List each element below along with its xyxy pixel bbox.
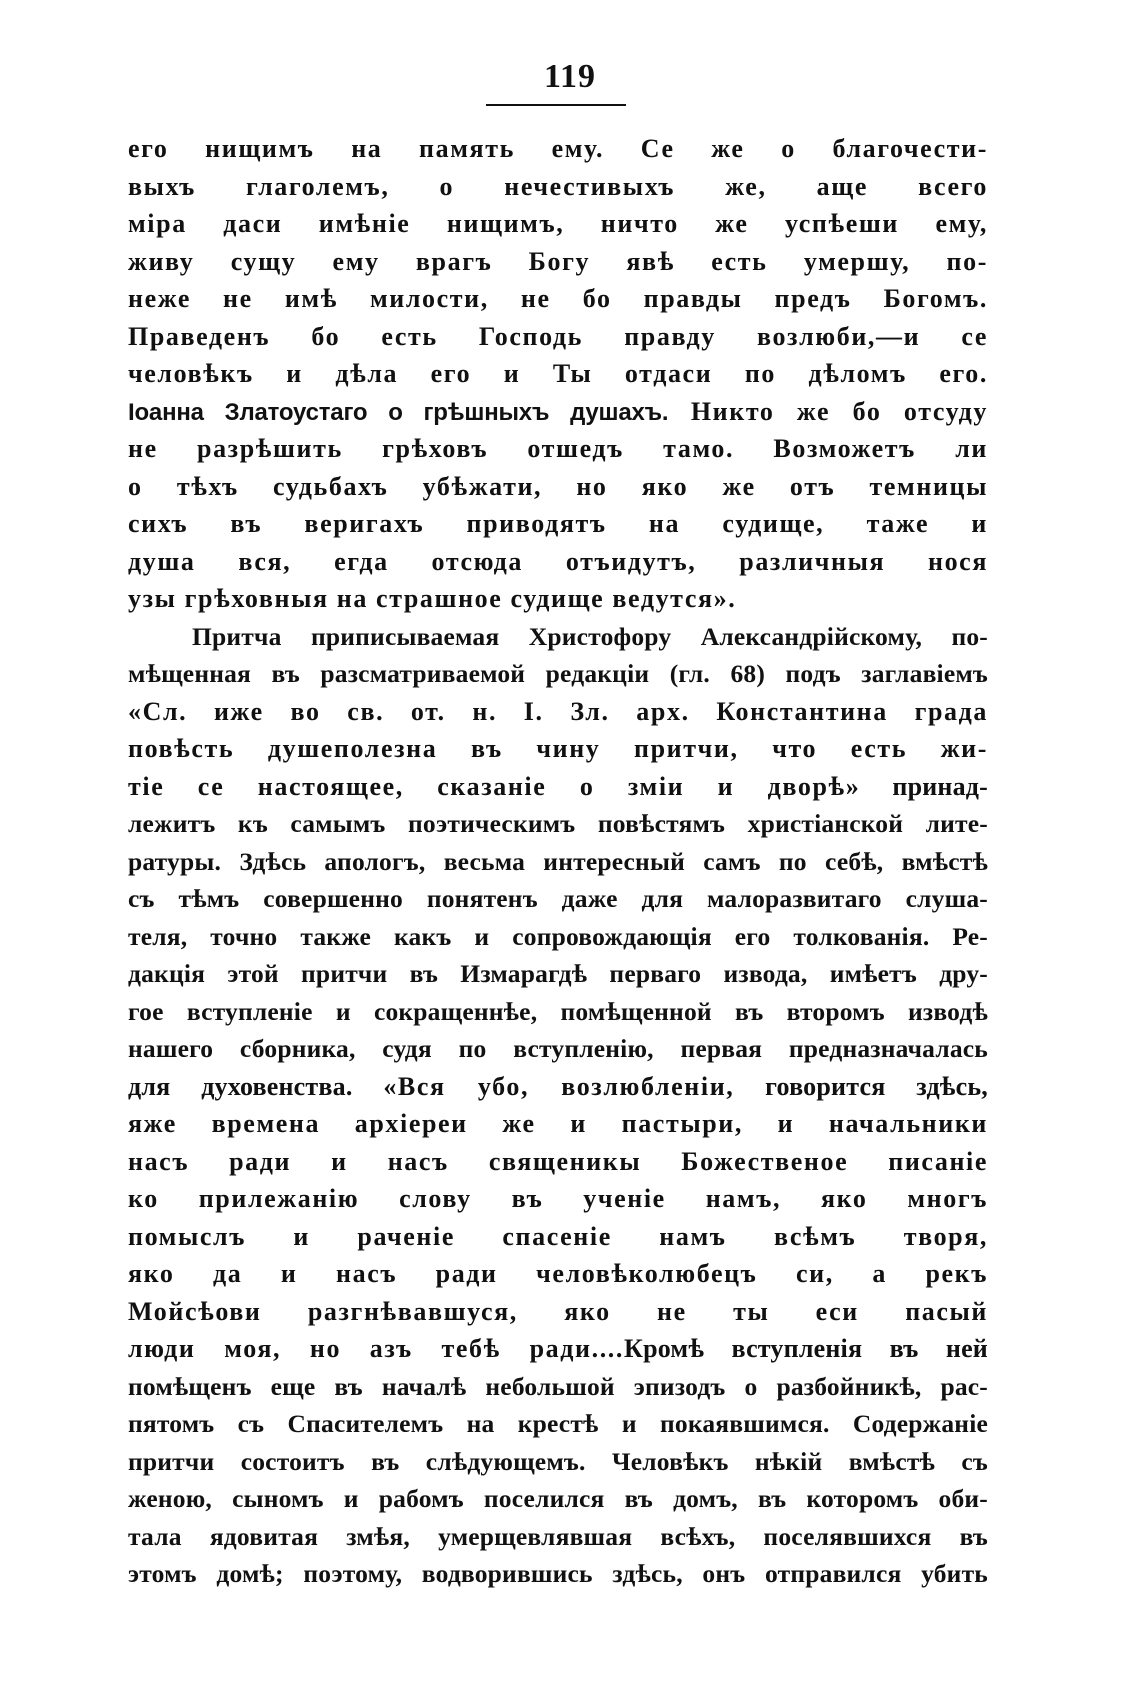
text-run: для духовенства. — [128, 1071, 384, 1101]
text-line — [128, 1330, 988, 1368]
text-run: «Вся убо, возлюбленіи, — [383, 1071, 735, 1101]
text-line: повѣсть душеполезна въ чину притчи, что есть жи- — [128, 734, 988, 763]
text-line — [128, 1068, 988, 1106]
text-run: Кромѣ вступленія въ ней — [624, 1334, 988, 1363]
text-run: люди моя, но азъ тебѣ ради.... — [128, 1334, 625, 1363]
text-line: его нищимъ на память ему. Се же о благочести- — [128, 134, 988, 163]
text-line: Мойсѣови разгнѣвавшуся, яко не ты еси пасый — [128, 1296, 988, 1326]
page-number-rule — [486, 104, 626, 106]
text-line: насъ ради и насъ священикы Божественое писаніе — [128, 1146, 988, 1176]
text-line: неже не имѣ милости, не бо правды предъ Богомъ. — [128, 284, 988, 313]
text-line: не разрѣшить грѣховъ отшедъ тамо. Возможетъ ли — [128, 434, 988, 463]
text-line: этомъ домѣ; поэтому, водворившись здѣсь, онъ отправился убить — [128, 1559, 988, 1588]
text-line: живу сущу ему врагъ Богу явѣ есть умершу, по- — [128, 246, 988, 276]
text-run: Іоанна Златоустаго о грѣшныхъ душахъ. — [128, 398, 669, 426]
text-line: лежитъ къ самымъ поэтическимъ повѣстямъ христіанской лите- — [128, 809, 988, 838]
text-run: Никто же бо отсуду — [668, 396, 988, 426]
text-line: выхъ глаголемъ, о нечестивыхъ же, аще всего — [128, 171, 988, 201]
text-line: мѣщенная въ разсматриваемой редакціи (гл. 68) подъ заглавіемъ — [128, 659, 988, 688]
text-line: ратуры. Здѣсь апологъ, весьма интересный самъ по себѣ, вмѣстѣ — [128, 846, 988, 876]
text-line: ко прилежанію слову въ ученіе намъ, яко многъ — [128, 1184, 988, 1213]
text-run: тіе се настоящее, сказаніе о зміи и дворѣ» — [128, 771, 861, 801]
text-line: притчи состоитъ въ слѣдующемъ. Человѣкъ нѣкій вмѣстѣ съ — [128, 1446, 988, 1476]
text-run: говорится здѣсь, — [734, 1071, 988, 1101]
text-line: яко да и насъ ради человѣколюбецъ си, а рекъ — [128, 1259, 988, 1288]
text-line: Праведенъ бо есть Господь правду возлюби,—и се — [128, 321, 988, 351]
text-line: узы грѣховныя на страшное судище ведутся». — [128, 584, 737, 613]
page-number: 119 — [543, 58, 597, 95]
text-line: Притча приписываемая Христофору Александрійскому, по- — [192, 621, 988, 651]
text-line — [128, 768, 988, 806]
text-line: нашего сборника, судя по вступленію, первая предназначалась — [128, 1034, 988, 1063]
text-line: гое вступленіе и сокращеннѣе, помѣщенной въ второмъ изводѣ — [128, 996, 988, 1026]
text-line: помѣщенъ еще въ началѣ небольшой эпизодъ о разбойникѣ, рас- — [128, 1371, 988, 1401]
text-line: дакція этой притчи въ Измарагдѣ перваго извода, имѣетъ дру- — [128, 959, 988, 988]
text-line: яже времена архіереи же и пастыри, и начальники — [128, 1109, 988, 1138]
text-line: «Сл. иже во св. от. н. І. Зл. арх. Константина града — [128, 696, 988, 726]
text-line: теля, точно также какъ и сопровождающія его толкованія. Ре- — [128, 921, 988, 951]
text-line: пятомъ съ Спасителемъ на крестѣ и покаявшимся. Содержаніе — [128, 1409, 988, 1438]
text-run: принад- — [860, 771, 988, 801]
text-line: тала ядовитая змѣя, умерщевлявшая всѣхъ, поселявшихся въ — [128, 1521, 988, 1551]
text-line: помыслъ и раченіе спасеніе намъ всѣмъ творя, — [128, 1221, 988, 1251]
text-line: женою, сыномъ и рабомъ поселился въ домъ, въ которомъ оби- — [128, 1484, 988, 1513]
text-line: сихъ въ веригахъ приводятъ на судище, таже и — [128, 509, 988, 538]
text-line: душа вся, егда отсюда отъидутъ, различныя нося — [128, 546, 988, 576]
text-line: о тѣхъ судьбахъ убѣжати, но яко же отъ темницы — [128, 471, 988, 501]
body-text — [128, 130, 988, 1593]
text-line — [128, 393, 988, 431]
text-line: съ тѣмъ совершенно понятенъ даже для малоразвитаго слуша- — [128, 884, 988, 913]
text-line: міра даси имѣніе нищимъ, ничто же успѣеши ему, — [128, 209, 988, 238]
text-line: человѣкъ и дѣла его и Ты отдаси по дѣломъ его. — [128, 359, 988, 388]
